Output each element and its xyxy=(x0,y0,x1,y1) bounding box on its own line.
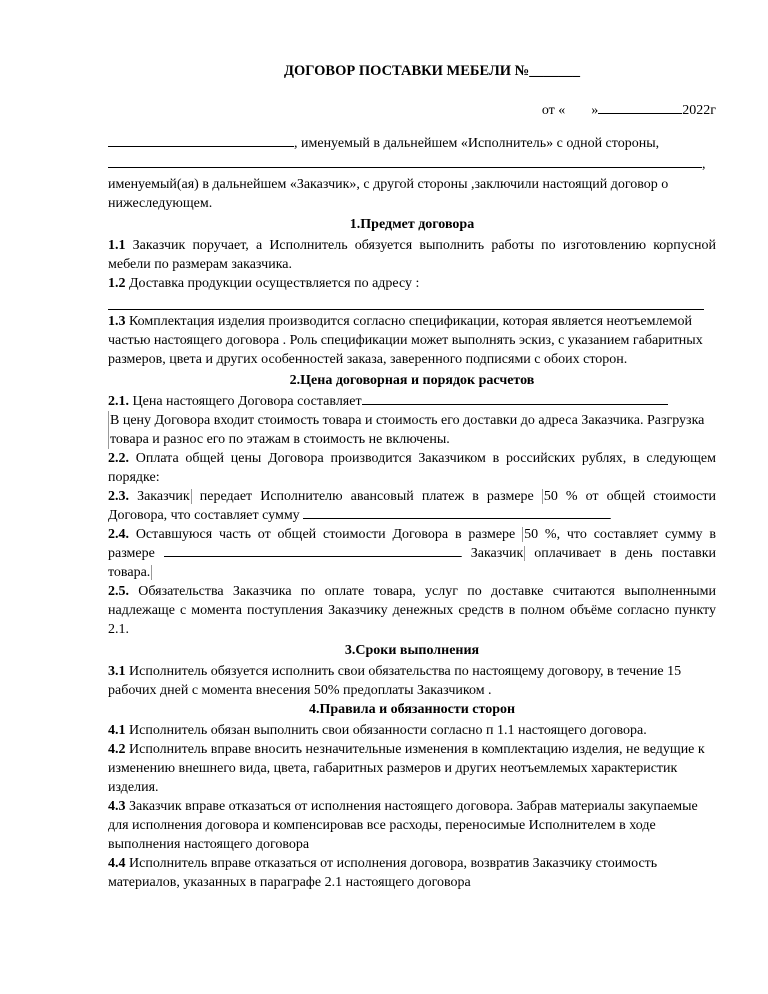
section-3-title: 3.Сроки выполнения xyxy=(344,643,480,658)
date-year: 2022г xyxy=(682,103,716,118)
clause-1-3: 1.3 Комплектация изделия производится согласно спецификации, которая является неотъемлемой частью настоящего договора . Роль спецификации может выполнять эскиз, с указанием габаритных размеров, цвета и других особенностей заказа, заверенного подписями с обоих сторон. xyxy=(108,314,703,367)
customer-blank xyxy=(108,167,702,168)
intro-line-1: , именуемый в дальнейшем «Исполнитель» с одной стороны, xyxy=(108,134,716,153)
clause-3-1: 3.1 Исполнитель обязуется исполнить свои обязательства по настоящему договору, в течение 15 рабочих дней с момента внесения 50% предоплаты Заказчиком . xyxy=(108,664,682,698)
intro-line-2: , xyxy=(108,155,716,174)
intro-line-3: именуемый(ая) в дальнейшем «Заказчик», с другой стороны ,заключили настоящий договор о нижеследующем. xyxy=(108,177,669,211)
advance-sum-blank xyxy=(303,518,611,519)
contract-title: ДОГОВОР ПОСТАВКИ МЕБЕЛИ №_______ xyxy=(284,63,580,79)
clause-2-3: 2.3. Заказчик передает Исполнителю авансовый платеж в размере 50 % от общей стоимости Договора, что составляет сумму xyxy=(108,489,716,523)
section-4-title: 4.Правила и обязанности сторон xyxy=(308,702,516,717)
clause-2-4: 2.4. Оставшуюся часть от общей стоимости Договора в размере 50 %, что составляет сумму в размере Заказчик оплачивает в день поставки товара. xyxy=(108,527,716,580)
contract-body xyxy=(108,62,716,892)
date-mid: » xyxy=(591,103,599,118)
date-line xyxy=(108,101,716,120)
section-1-title: 1.Предмет договора xyxy=(349,217,475,232)
clause-2-1: 2.1. Цена настоящего Договора составляет xyxy=(108,392,716,411)
clause-1-2: 1.2 Доставка продукции осуществляется по адресу : xyxy=(108,276,420,291)
clause-4-2: 4.2 Исполнитель вправе вносить незначительные изменения в комплектацию изделия, не ведущие к изменению внешнего вида, цвета, габаритных размеров и других неотъемлемых характеристик изделия. xyxy=(108,742,705,795)
executor-blank xyxy=(108,146,294,147)
clause-1-1: 1.1 Заказчик поручает, а Исполнитель обязуется выполнить работы по изготовлению корпусной мебели по размерам заказчика. xyxy=(108,238,716,272)
clause-4-4: 4.4 Исполнитель вправе отказаться от исполнения договора, возвратив Заказчику стоимость материалов, указанных в параграфе 2.1 настоящего договора xyxy=(108,856,658,890)
clause-2-5: 2.5. Обязательства Заказчика по оплате товара, услуг по доставке считаются выполненными надлежаще с момента поступления Заказчику денежных средств в полном объёме согласно пункту 2.1. xyxy=(108,584,716,637)
remainder-sum-blank xyxy=(164,556,462,557)
clause-4-1: 4.1 Исполнитель обязан выполнить свои обязанности согласно п 1.1 настоящего договора. xyxy=(108,723,647,738)
price-blank xyxy=(362,404,668,405)
clause-4-3: 4.3 Заказчик вправе отказаться от исполнения настоящего договора. Забрав материалы закупаемые для исполнения договора и компенсировав все расходы, переносимые Исполнителем в ходе выполнения настоящего договора xyxy=(108,799,698,852)
date-prefix: от « xyxy=(541,103,566,118)
clause-2-2: 2.2. Оплата общей цены Договора производится Заказчиком в российских рублях, в следующем порядке: xyxy=(108,451,716,485)
address-blank xyxy=(108,295,704,310)
clause-2-1-b: В цену Договора входит стоимость товара и стоимость его доставки до адреса Заказчика. Разгрузка товара и разнос его по этажам в стоимость не включены. xyxy=(108,411,716,449)
section-2-title: 2.Цена договорная и порядок расчетов xyxy=(289,373,535,388)
month-blank xyxy=(598,113,682,114)
